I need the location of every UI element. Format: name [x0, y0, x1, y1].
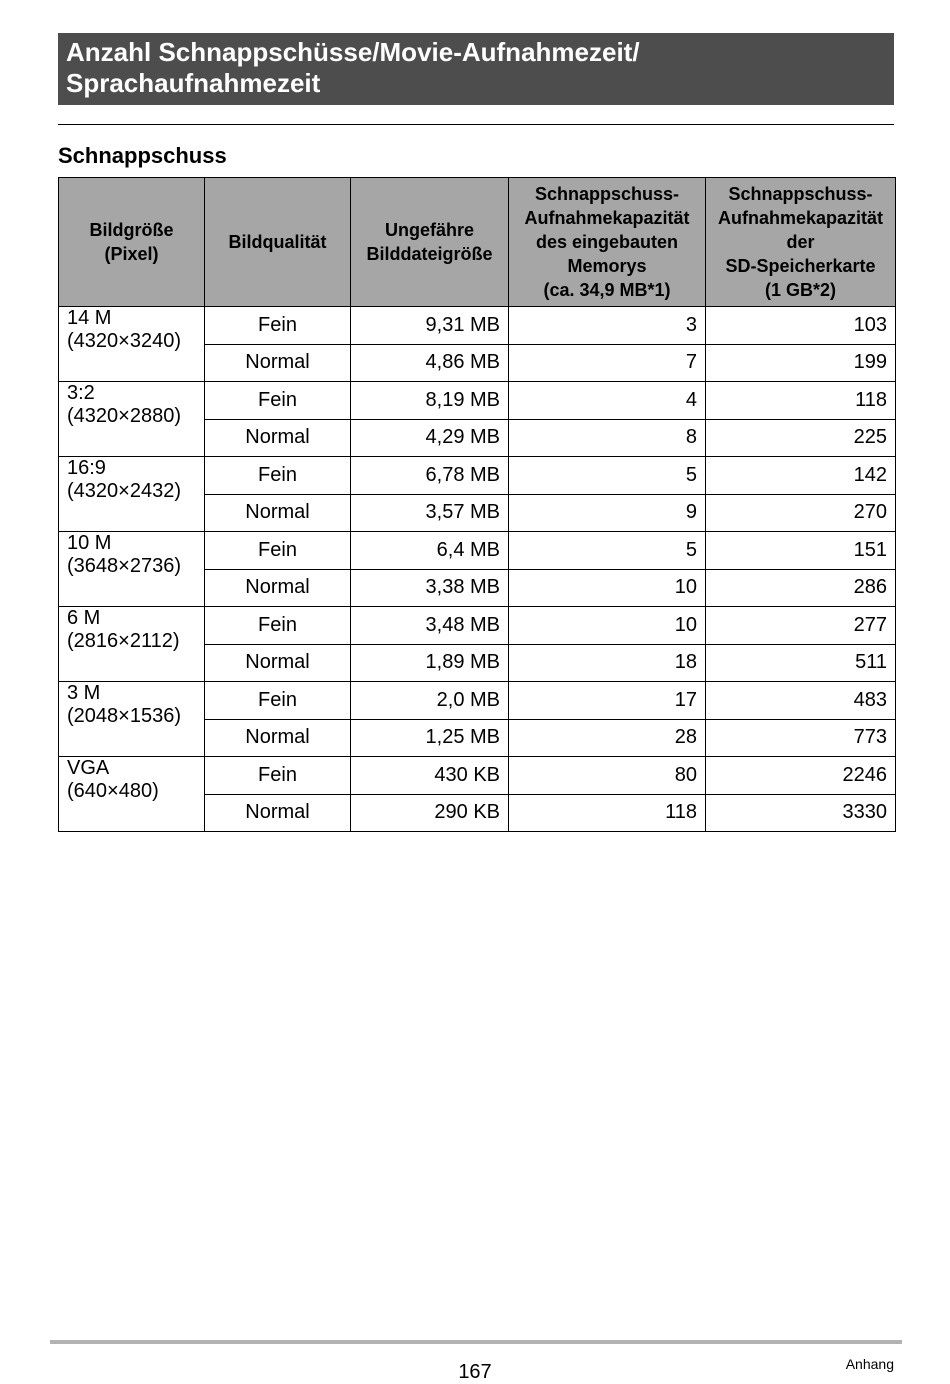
file-size-cell: 290 KB: [351, 794, 509, 832]
file-size-cell: 6,4 MB: [351, 532, 509, 570]
image-size-text: 6 M: [67, 607, 101, 629]
table-row: [59, 307, 896, 345]
image-size-text: 3:2: [67, 382, 95, 404]
image-quality-cell: Normal: [205, 494, 351, 532]
image-size-cell: [59, 382, 205, 457]
image-quality-cell: Fein: [205, 457, 351, 495]
file-size-cell: 2,0 MB: [351, 682, 509, 720]
internal-capacity-cell: 5: [509, 457, 706, 495]
image-size-cell: [59, 757, 205, 832]
file-size-cell: 3,38 MB: [351, 569, 509, 607]
header-text-line: Bildqualität: [228, 232, 327, 252]
page-title-line-2: Sprachaufnahmezeit: [66, 68, 321, 98]
table-row: [59, 757, 896, 795]
header-text-line: Bildgröße: [89, 220, 174, 240]
header-text-line: Schnappschuss-: [534, 184, 680, 204]
internal-capacity-cell: 10: [509, 569, 706, 607]
image-size-text: (2048×1536): [67, 705, 181, 727]
header-text-line: Aufnahmekapazität: [717, 208, 884, 228]
sd-capacity-cell: 103: [706, 307, 896, 345]
header-sd-capacity: [706, 178, 896, 307]
internal-capacity-cell: 7: [509, 344, 706, 382]
image-quality-cell: Normal: [205, 344, 351, 382]
image-quality-cell: Fein: [205, 382, 351, 420]
header-text-line: Schnappschuss-: [728, 184, 873, 204]
header-text-line: (Pixel): [104, 244, 159, 264]
internal-capacity-cell: 9: [509, 494, 706, 532]
footer-section-label: Anhang: [845, 1356, 894, 1372]
image-size-text: (4320×2432): [67, 480, 181, 502]
page-title-line-1: Anzahl Schnappschüsse/Movie-Aufnahmezeit/: [66, 37, 640, 67]
internal-capacity-cell: 4: [509, 382, 706, 420]
image-size-text: VGA: [67, 757, 110, 779]
image-quality-cell: Normal: [205, 419, 351, 457]
internal-capacity-cell: 80: [509, 757, 706, 795]
image-size-cell: [59, 307, 205, 382]
file-size-cell: 8,19 MB: [351, 382, 509, 420]
header-file-size: [351, 178, 509, 307]
image-quality-cell: Normal: [205, 569, 351, 607]
title-divider: [58, 124, 894, 125]
internal-capacity-cell: 5: [509, 532, 706, 570]
image-quality-cell: Fein: [205, 682, 351, 720]
table-body: [59, 307, 896, 832]
table-row: [59, 607, 896, 645]
image-size-text: (4320×3240): [67, 330, 181, 352]
internal-capacity-cell: 3: [509, 307, 706, 345]
table-row: [59, 382, 896, 420]
table-row: [59, 457, 896, 495]
file-size-cell: 9,31 MB: [351, 307, 509, 345]
sd-capacity-cell: 151: [706, 532, 896, 570]
image-size-text: (640×480): [67, 780, 159, 802]
image-size-text: (4320×2880): [67, 405, 181, 427]
file-size-cell: 1,25 MB: [351, 719, 509, 757]
page-title-bar: [58, 33, 894, 105]
header-text-line: Ungefähre: [384, 220, 474, 240]
header-internal-capacity: [509, 178, 706, 307]
image-size-text: (3648×2736): [67, 555, 181, 577]
header-text-line: (1 GB*2): [764, 280, 836, 300]
header-image-quality: [205, 178, 351, 307]
header-text-line: der: [786, 232, 815, 252]
file-size-cell: 4,86 MB: [351, 344, 509, 382]
header-text-line: Aufnahmekapazität: [524, 208, 690, 228]
sd-capacity-cell: 225: [706, 419, 896, 457]
header-text-line: (ca. 34,9 MB*1): [543, 280, 671, 300]
header-text-line: Bilddateigröße: [366, 244, 493, 264]
file-size-cell: 6,78 MB: [351, 457, 509, 495]
image-size-text: 14 M: [67, 307, 112, 329]
page-number: 167: [458, 1361, 492, 1383]
internal-capacity-cell: 28: [509, 719, 706, 757]
image-quality-cell: Normal: [205, 794, 351, 832]
internal-capacity-cell: 8: [509, 419, 706, 457]
header-text-line: SD-Speicherkarte: [725, 256, 876, 276]
file-size-cell: 430 KB: [351, 757, 509, 795]
header-image-size: [59, 178, 205, 307]
sd-capacity-cell: 3330: [706, 794, 896, 832]
image-size-text: 16:9: [67, 457, 106, 479]
sd-capacity-cell: 277: [706, 607, 896, 645]
image-size-text: 10 M: [67, 532, 112, 554]
table-row: [59, 682, 896, 720]
internal-capacity-cell: 118: [509, 794, 706, 832]
image-size-cell: [59, 457, 205, 532]
sd-capacity-cell: 773: [706, 719, 896, 757]
footer-divider: [50, 1340, 902, 1344]
header-text-line: des eingebauten: [535, 232, 679, 252]
sd-capacity-cell: 511: [706, 644, 896, 682]
image-size-text: 3 M: [67, 682, 101, 704]
sd-capacity-cell: 483: [706, 682, 896, 720]
image-size-cell: [59, 607, 205, 682]
image-size-cell: [59, 532, 205, 607]
file-size-cell: 1,89 MB: [351, 644, 509, 682]
internal-capacity-cell: 18: [509, 644, 706, 682]
sd-capacity-cell: 199: [706, 344, 896, 382]
image-quality-cell: Fein: [205, 607, 351, 645]
sd-capacity-cell: 286: [706, 569, 896, 607]
image-size-text: (2816×2112): [67, 630, 180, 652]
internal-capacity-cell: 10: [509, 607, 706, 645]
internal-capacity-cell: 17: [509, 682, 706, 720]
image-quality-cell: Normal: [205, 719, 351, 757]
file-size-cell: 3,48 MB: [351, 607, 509, 645]
sd-capacity-cell: 118: [706, 382, 896, 420]
image-quality-cell: Fein: [205, 757, 351, 795]
image-quality-cell: Normal: [205, 644, 351, 682]
image-quality-cell: Fein: [205, 307, 351, 345]
table-row: [59, 532, 896, 570]
image-quality-cell: Fein: [205, 532, 351, 570]
file-size-cell: 4,29 MB: [351, 419, 509, 457]
sd-capacity-cell: 270: [706, 494, 896, 532]
sd-capacity-cell: 142: [706, 457, 896, 495]
sd-capacity-cell: 2246: [706, 757, 896, 795]
file-size-cell: 3,57 MB: [351, 494, 509, 532]
capacity-table: [58, 177, 896, 832]
header-text-line: Memorys: [567, 256, 647, 276]
image-size-cell: [59, 682, 205, 757]
section-heading: Schnappschuss: [58, 143, 227, 168]
table-header-row: [59, 178, 896, 307]
